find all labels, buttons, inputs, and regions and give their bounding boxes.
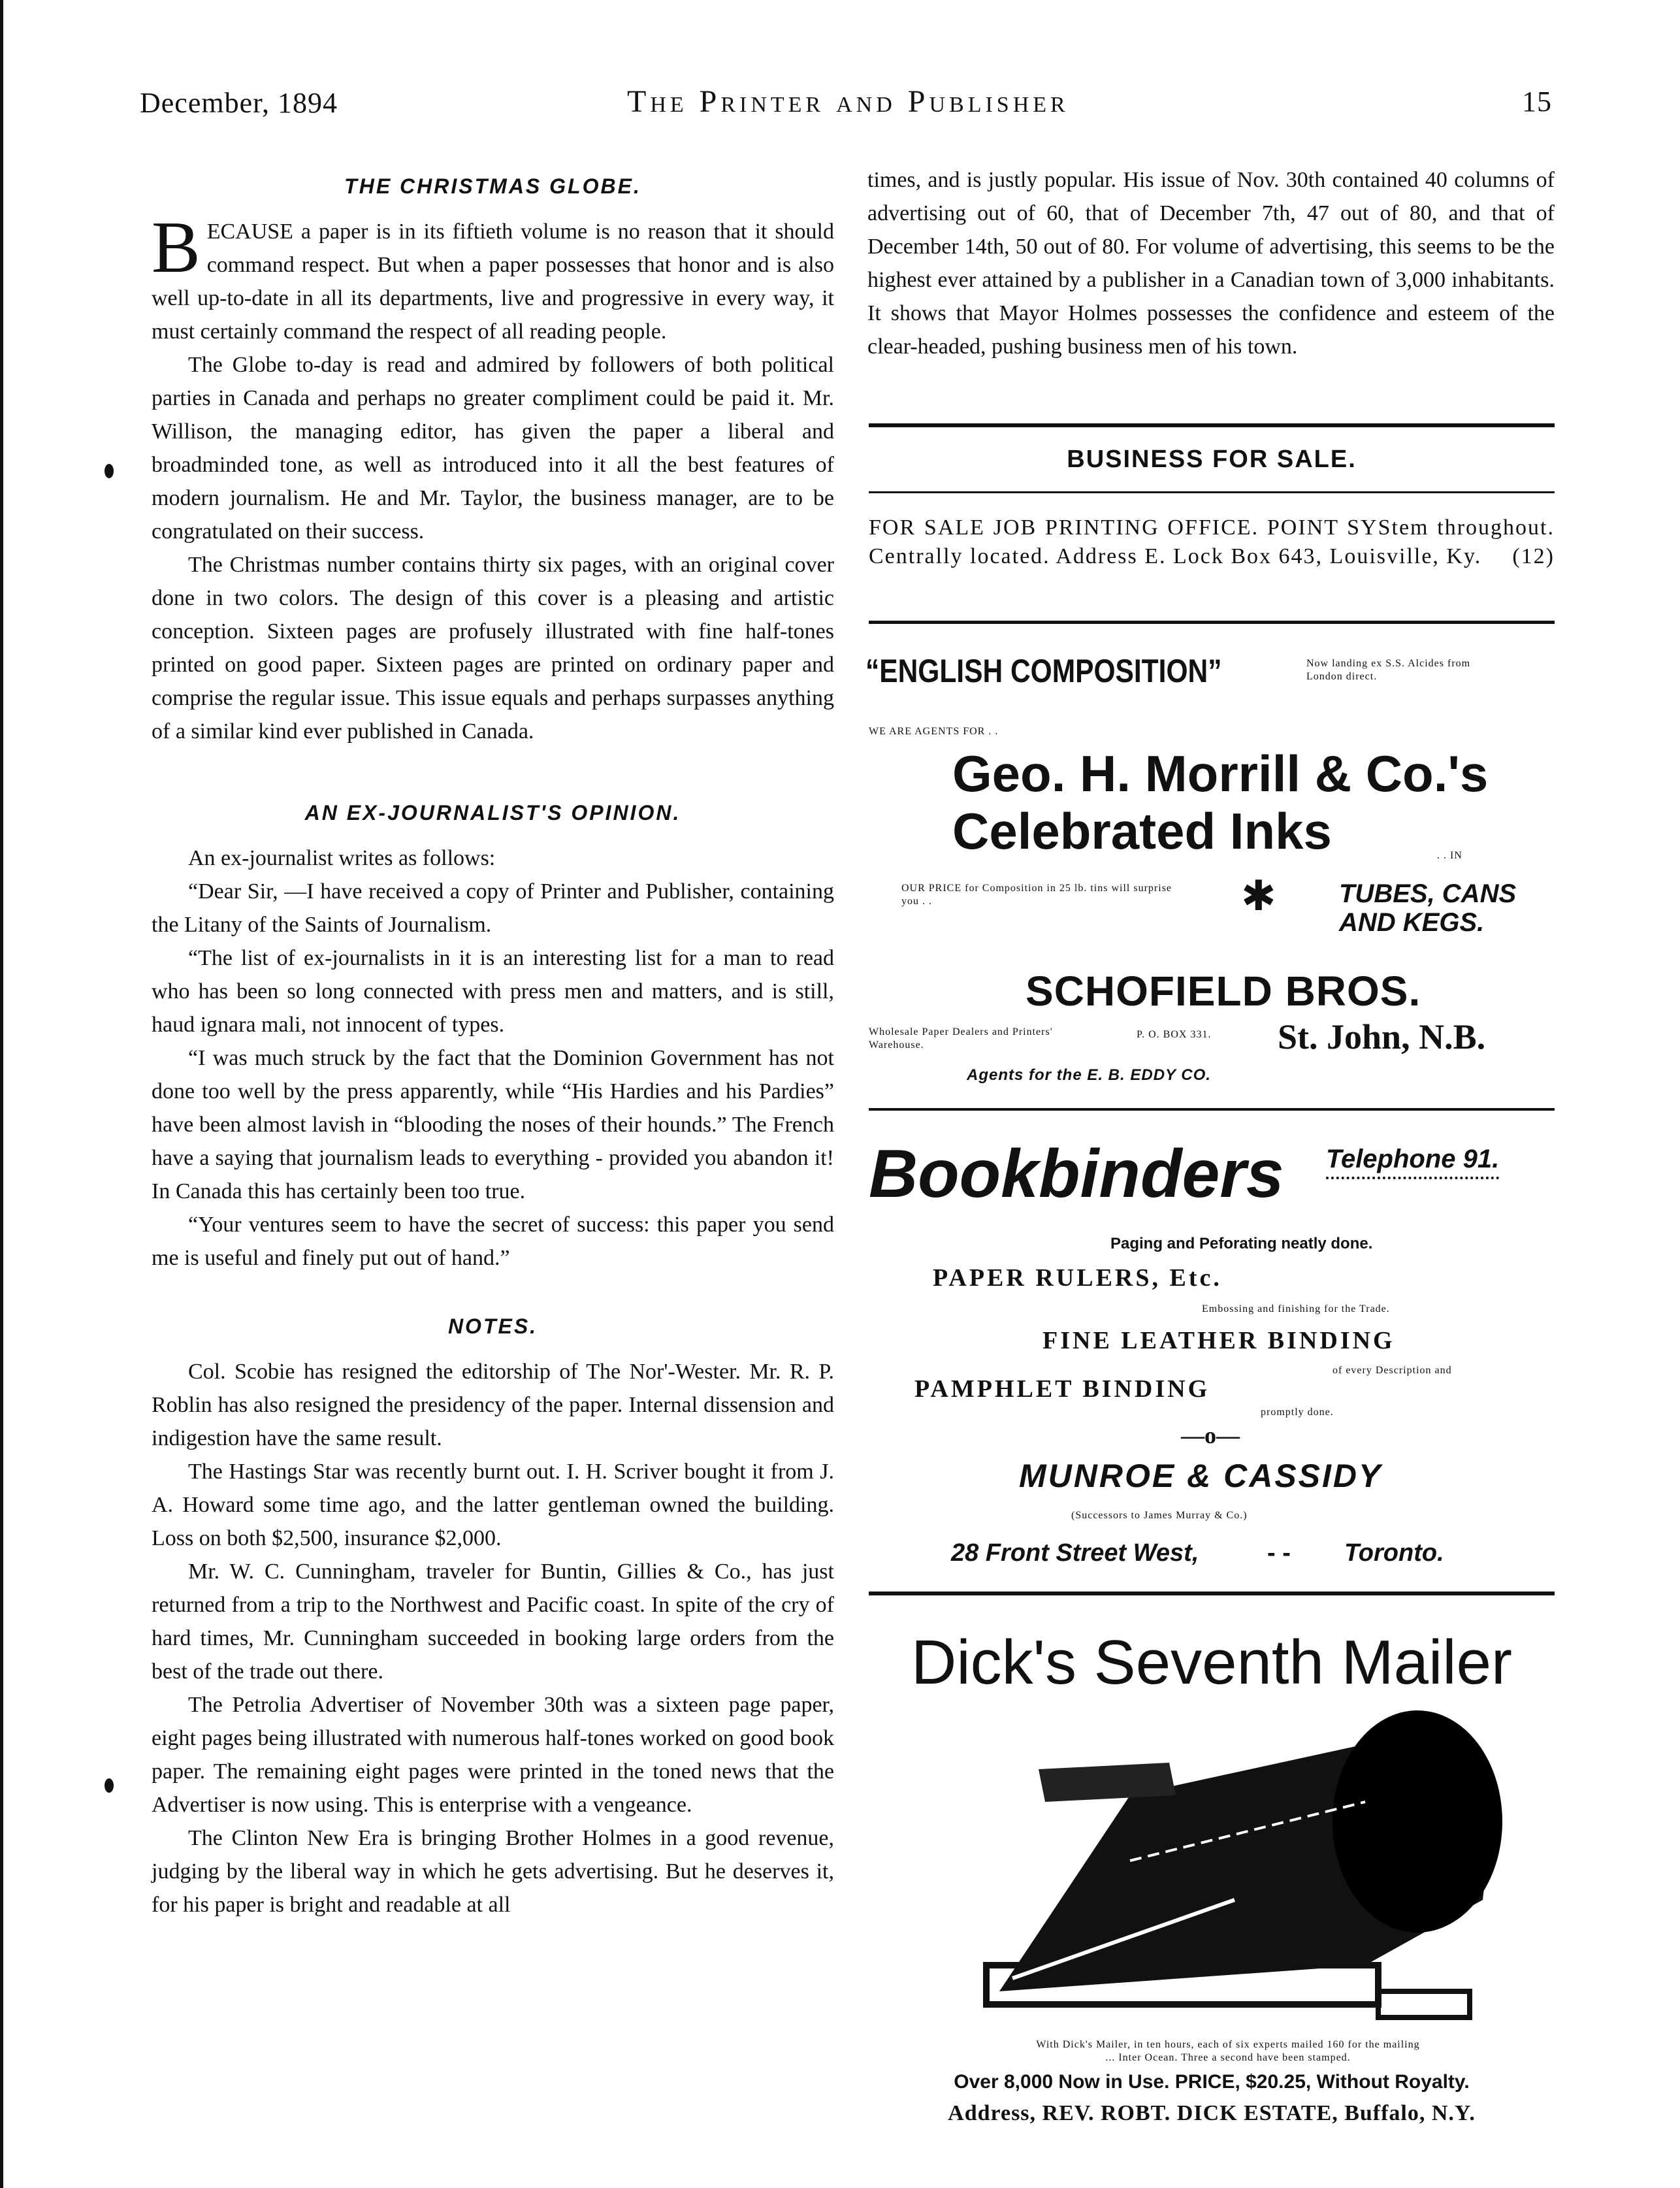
drop-cap: B — [152, 207, 201, 288]
bookbinders-title: Bookbinders — [869, 1136, 1284, 1212]
leather-binding: FINE LEATHER BINDING — [1042, 1327, 1395, 1354]
right-column-text — [867, 163, 1555, 363]
rule — [869, 491, 1555, 493]
article-paragraph: “Your ventures seem to have the secret of success: this paper you send me is useful and finely put out of hand.” — [152, 1213, 834, 1270]
article-paragraph: The Clinton New Era is bringing Brother Holmes in a good revenue, judging by the liberal way in which he gets advertising. But he deserves it, for his paper is bright and readable at all — [152, 1826, 834, 1917]
rule — [869, 1592, 1555, 1595]
morrill-name: Geo. H. Morrill & Co.'s — [952, 745, 1489, 802]
in-label: . . IN — [1437, 850, 1462, 861]
toronto: Toronto. — [1344, 1539, 1444, 1567]
we-are-agents: WE ARE AGENTS FOR . . — [869, 726, 999, 737]
article-paragraph: Col. Scobie has resigned the editorship of The Nor'-Wester. Mr. R. P. Roblin has also resigned the presidency of the paper. Internal dissension and indigestion have the same result. — [152, 1360, 834, 1450]
rule — [869, 423, 1555, 427]
mailer-caption: With Dick's Mailer, in ten hours, each of six experts mailed 160 for the mailing ... Inter Ocean. Three a second have been stamped. — [1036, 2039, 1420, 2063]
heading-christmas-globe: THE CHRISTMAS GLOBE. — [344, 174, 641, 198]
article-paragraph: Mr. W. C. Cunningham, traveler for Buntin, Gillies & Co., has just returned from a trip to the Northwest and Pacific coast. In spite of the cry of hard times, Mr. Cunningham succeeded in booking large orders from the best of the trade out there. — [152, 1559, 834, 1684]
po-box: P. O. BOX 331. — [1137, 1029, 1212, 1040]
ornament: —o— — [1181, 1422, 1240, 1448]
ad-code: (12) — [1512, 544, 1555, 568]
article-paragraph: “The list of ex-journalists in it is an interesting list for a man to read who has been so long connected with press men and matters, and is still, haud ignara mali, not innocent of types. — [152, 946, 834, 1037]
st-john: St. John, N.B. — [1278, 1017, 1486, 1056]
english-note: Now landing ex S.S. Alcides from London direct. — [1306, 658, 1471, 682]
agents-eddy: Agents for the E. B. EDDY CO. — [967, 1066, 1211, 1084]
article-paragraph: The Petrolia Advertiser of November 30th was a sixteen page paper, eight pages being illustrated with numerous half-tones worked on good book paper. The remaining eight pages were printed in the toned news that the Advertiser is now using. This is enterprise with a vengeance. — [152, 1693, 834, 1817]
page-number: 15 — [1522, 86, 1552, 118]
heading-notes: NOTES. — [447, 1314, 538, 1338]
for-sale-notice: FOR SALE JOB PRINTING OFFICE. POINT SYStem throughout. Centrally located. Address E. Lock Box 643, Louisville, Ky. (12) — [869, 514, 1555, 571]
address-dashes: - - — [1267, 1539, 1291, 1567]
article-paragraph: times, and is justly popular. His issue of Nov. 30th contained 40 columns of advertising out of 60, that of December 7th, 47 out of 80, and that of December 14th, 50 out of 80. For volume of advertising, this seems to be the highest ever attained by a publisher in a Canadian town of 3,000 inhabitants. It shows that Mayor Holmes possesses the confidence and esteem of the clear-headed, pushing business men of his town. — [867, 168, 1555, 359]
article-paragraph: “Dear Sir, —I have received a copy of Printer and Publisher, containing the Litany of the Saints of Journalism. — [152, 879, 834, 937]
munroe-cassidy: MUNROE & CASSIDY — [1019, 1458, 1383, 1494]
article-paragraph: “I was much struck by the fact that the Dominion Government has not done too well by the press apparently, while “His Hardies and his Pardies” have been almost lavish in “blooding the noses of their hounds.” The French have a saying that journalism leads to everything - provided you abandon it! In Canada this has certainly been too true. — [152, 1046, 834, 1203]
and-kegs: AND KEGS. — [1339, 908, 1485, 937]
our-price: OUR PRICE for Composition in 25 lb. tins will surprise you . . — [901, 883, 1172, 907]
heading-business-for-sale: BUSINESS FOR SALE. — [1067, 446, 1357, 473]
embossing-note: Embossing and finishing for the Trade. — [1202, 1303, 1390, 1314]
article-paragraph: The Globe to-day is read and admired by followers of both political parties in Canada and perhaps no greater compliment could be paid it. Mr. Willison, the managing editor, has given the paper a liberal and broadminded tone, as well as introduced into it all the best features of modern journalism. He and Mr. Taylor, the business manager, are to be congratulated on their success. — [152, 353, 834, 544]
paging-note: Paging and Peforating neatly done. — [1110, 1235, 1373, 1252]
mailer-illustration — [960, 1704, 1509, 2024]
schofield-bros: SCHOFIELD BROS. — [1026, 968, 1421, 1015]
asterisk-icon: ✱ — [1241, 873, 1276, 919]
wholesale-dealers: Wholesale Paper Dealers and Printers' Warehouse. — [869, 1026, 1053, 1051]
successors-note: (Successors to James Murray & Co.) — [1071, 1510, 1248, 1521]
every-description: of every Description and — [1333, 1365, 1452, 1376]
rule — [869, 1108, 1555, 1111]
article-paragraph: The Hastings Star was recently burnt out. I. H. Scriver bought it from J. A. Howard some time ago, and the latter gentleman owned the building. Loss on both $2,500, insurance $2,000. — [152, 1460, 834, 1550]
article-paragraph: The Christmas number contains thirty six pages, with an original cover done in two colors. The design of this cover is a pleasing and artistic conception. Sixteen pages are profusely illustrated with fine half-tones printed on good paper. Sixteen pages are printed on ordinary paper and comprise the regular issue. This issue equals and perhaps surpasses anything of a similar kind ever published in Canada. — [152, 553, 834, 743]
margin-bullet — [105, 1778, 114, 1793]
paper-rulers: PAPER RULERS, Etc. — [933, 1264, 1222, 1292]
journal-title: The Printer and Publisher — [627, 84, 1069, 119]
front-street-address: 28 Front Street West, — [951, 1539, 1199, 1567]
pamphlet-binding: PAMPHLET BINDING — [914, 1375, 1210, 1403]
heading-ex-journalist: AN EX-JOURNALIST'S OPINION. — [304, 801, 681, 825]
mailer-title: Dick's Seventh Mailer — [911, 1627, 1512, 1697]
tubes-cans: TUBES, CANS — [1339, 879, 1517, 908]
rule — [869, 621, 1555, 624]
left-column — [152, 163, 834, 1921]
article-paragraph: BECAUSE a paper is in its fiftieth volume is no reason that it should command respect. But when a paper possesses that honor and is also well up-to-date in all its departments, live and progressive in every way, it must certainly command the respect of all reading people. — [152, 207, 834, 344]
english-composition: “ENGLISH COMPOSITION” — [865, 653, 1222, 689]
mailer-price: Over 8,000 Now in Use. PRICE, $20.25, Without Royalty. — [954, 2071, 1470, 2093]
margin-bullet — [105, 464, 114, 478]
promptly-done: promptly done. — [1261, 1407, 1334, 1418]
morrill-inks: Celebrated Inks — [952, 802, 1332, 860]
mailer-address: Address, REV. ROBT. DICK ESTATE, Buffalo, N.Y. — [948, 2101, 1476, 2125]
telephone: Telephone 91. — [1326, 1145, 1499, 1179]
page-date: December, 1894 — [140, 87, 338, 119]
article-paragraph: An ex-journalist writes as follows: — [188, 846, 496, 870]
page-edge-left — [0, 0, 3, 2188]
